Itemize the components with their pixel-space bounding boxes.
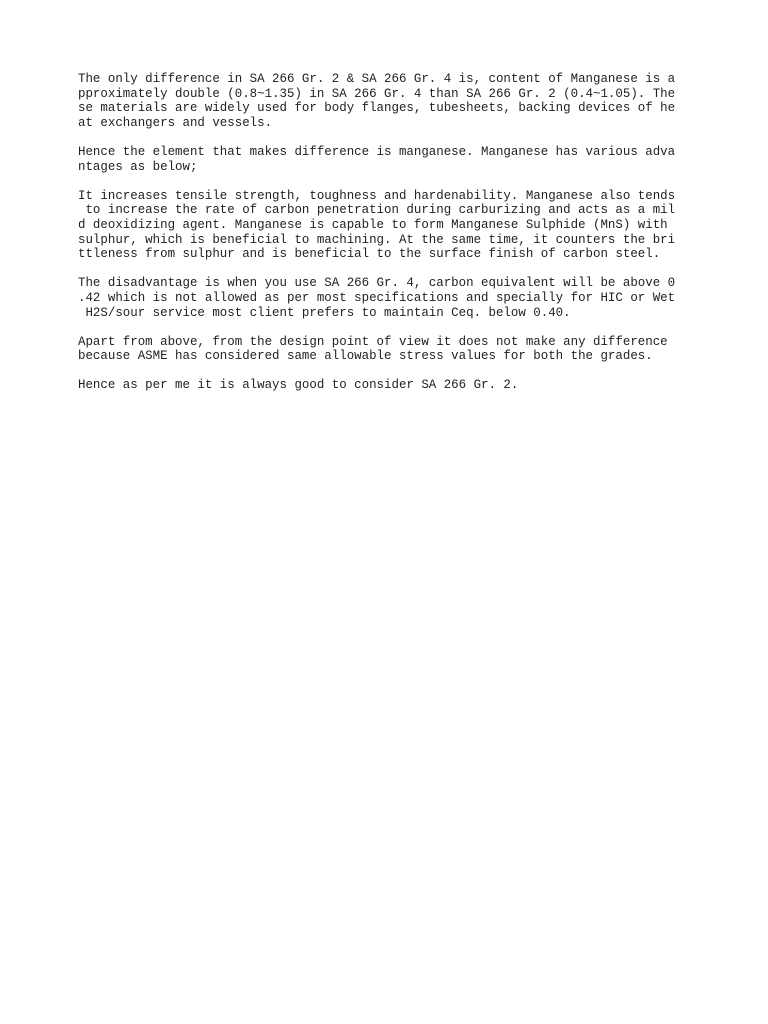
paragraph-element-difference: [78, 145, 698, 174]
text-line: to increase the rate of carbon penetration during carburizing and acts as a mil: [78, 203, 676, 218]
text-line: at exchangers and vessels.: [78, 115, 273, 130]
text-line: The disadvantage is when you use SA 266 Gr. 4, carbon equivalent will be above 0: [78, 276, 676, 291]
text-line: sulphur, which is beneficial to machining. At the same time, it counters the bri: [78, 232, 676, 247]
text-line: The only difference in SA 266 Gr. 2 & SA 266 Gr. 4 is, content of Manganese is a: [78, 72, 676, 86]
paragraph-manganese-advantages: [78, 189, 698, 262]
text-line: ntages as below;: [78, 159, 198, 174]
text-line: Hence the element that makes difference is manganese. Manganese has various adva: [78, 144, 676, 159]
text-line: pproximately double (0.8~1.35) in SA 266 Gr. 4 than SA 266 Gr. 2 (0.4~1.05). The: [78, 86, 676, 101]
text-line: It increases tensile strength, toughness and hardenability. Manganese also tends: [78, 188, 676, 203]
text-line: d deoxidizing agent. Manganese is capable to form Manganese Sulphide (MnS) with: [78, 217, 676, 232]
text-line: Hence as per me it is always good to consider SA 266 Gr. 2.: [78, 378, 519, 393]
text-line: because ASME has considered same allowable stress values for both the grades.: [78, 349, 653, 364]
paragraph-disadvantage: [78, 276, 698, 320]
text-line: se materials are widely used for body flanges, tubesheets, backing devices of he: [78, 101, 676, 116]
text-line: H2S/sour service most client prefers to maintain Ceq. below 0.40.: [78, 305, 571, 320]
paragraph-conclusion: [78, 378, 698, 393]
text-line: ttleness from sulphur and is beneficial to the surface finish of carbon steel.: [78, 247, 661, 262]
paragraph-design-view: [78, 335, 698, 364]
text-line: Apart from above, from the design point of view it does not make any difference: [78, 334, 668, 349]
paragraph-manganese-difference: [78, 72, 698, 130]
text-line: .42 which is not allowed as per most specifications and specially for HIC or Wet: [78, 290, 676, 305]
document-body: [78, 72, 698, 408]
